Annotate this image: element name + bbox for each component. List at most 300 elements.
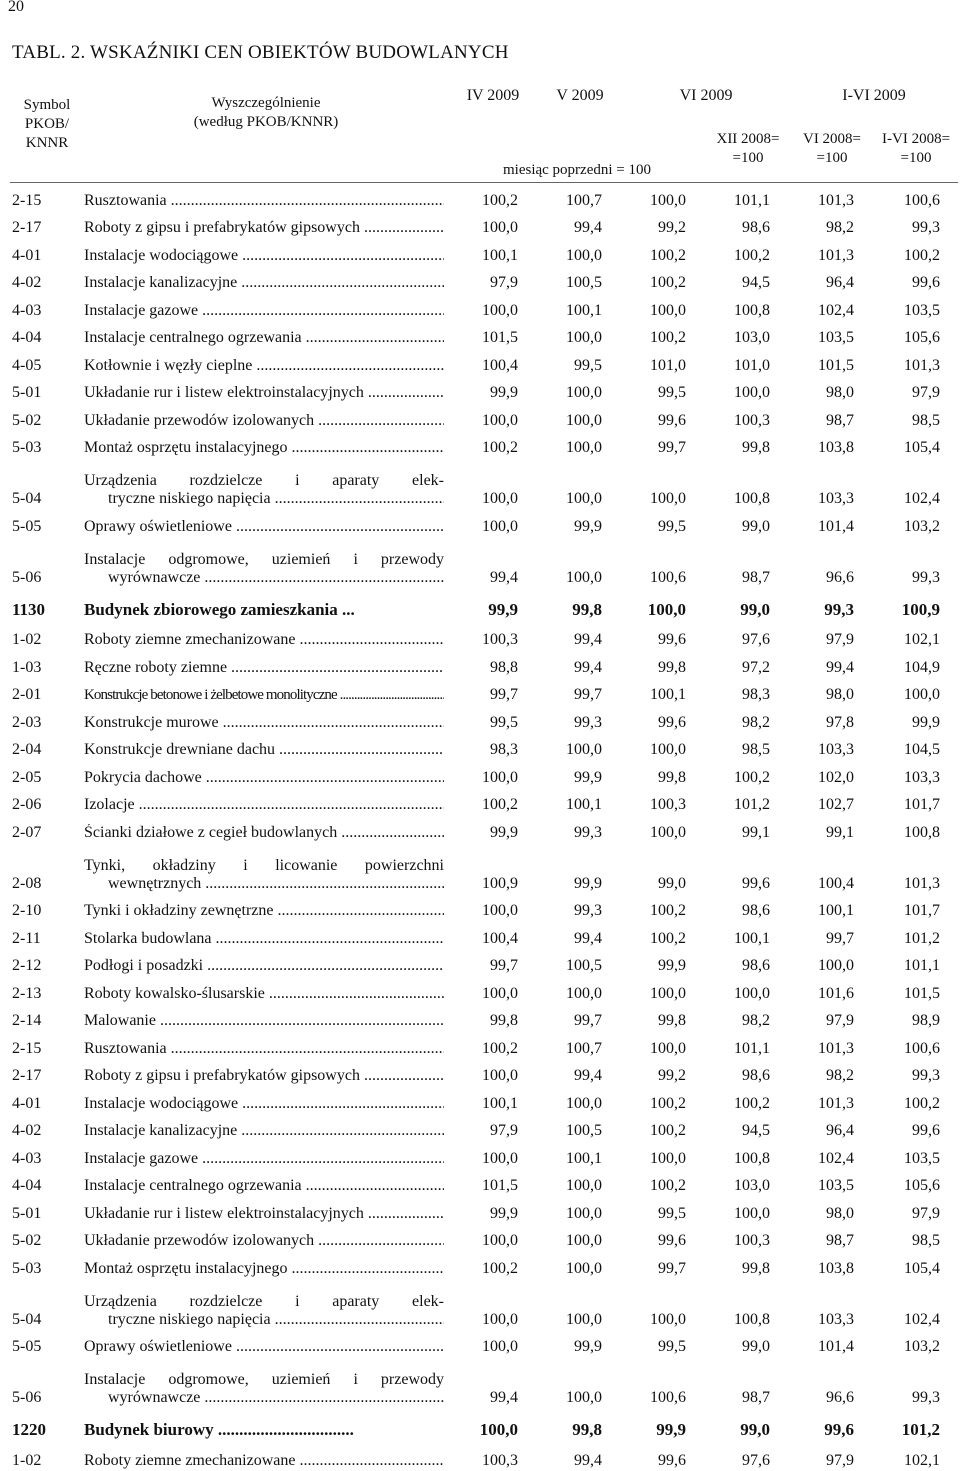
price-index-table (10, 82, 958, 1470)
table-row (10, 732, 958, 760)
header-v-2009: V 2009 (556, 87, 604, 104)
row-symbol: 2-17 (12, 219, 42, 236)
row-value-3: 100,6 (650, 568, 686, 586)
row-value-3: 100,2 (650, 902, 686, 919)
row-description-line1: Instalacje odgromowe, uziemień i przewody (84, 550, 444, 568)
row-value-2: 100,0 (566, 439, 602, 456)
row-value-3: 101,0 (650, 356, 686, 374)
row-value-6: 103,2 (904, 1338, 941, 1355)
row-value-3: 100,3 (650, 796, 686, 813)
row-description-text: Konstrukcje murowe ..... (84, 714, 444, 732)
row-value-6: 100,2 (904, 1094, 941, 1112)
row-description-text: Budynek zbiorowego zamieszkania ... (84, 599, 355, 619)
header-i-vi-2008: I-VI 2008= =100 (882, 131, 951, 166)
row-value-2: 99,9 (574, 517, 602, 535)
row-symbol: 5-06 (12, 1389, 42, 1406)
row-value-2: 100,0 (566, 1204, 602, 1222)
row-value-5: 100,0 (818, 957, 855, 974)
row-value-3: 99,9 (656, 1420, 686, 1439)
row-value-2: 100,0 (566, 246, 602, 264)
row-value-5: 98,2 (826, 219, 855, 236)
row-description-line1: Urządzenia rozdzielcze i aparaty elek- (84, 1292, 444, 1310)
row-value-4: 98,6 (742, 1067, 771, 1084)
row-description-text: Kotłownie i węzły cieplne ..... (84, 357, 444, 375)
row-value-1: 100,3 (482, 1451, 518, 1469)
row-value-4: 100,8 (734, 490, 771, 507)
row-description-text: Roboty ziemne zmechanizowane ..... (84, 631, 444, 649)
row-value-4: 100,0 (734, 384, 771, 401)
row-value-4: 98,6 (742, 957, 771, 974)
row-description-text: Układanie przewodów izolowanych ..... (84, 1232, 444, 1250)
row-value-2: 99,4 (574, 658, 602, 676)
row-value-1: 100,0 (482, 1338, 518, 1355)
row-value-5: 98,0 (826, 384, 855, 401)
row-description (84, 536, 448, 587)
table-row (10, 1058, 958, 1086)
row-value-5: 103,5 (818, 1177, 855, 1194)
row-value-2: 99,9 (574, 768, 602, 786)
row-description (84, 1223, 448, 1251)
table-row (10, 814, 958, 842)
row-value-5: 98,7 (826, 411, 855, 429)
row-value-4: 94,5 (742, 1122, 771, 1139)
row-value-4: 99,1 (742, 823, 771, 841)
row-value-3: 99,2 (658, 219, 686, 236)
row-value-6: 100,6 (904, 191, 941, 209)
row-description (84, 1113, 448, 1141)
row-value-6: 98,5 (912, 411, 941, 429)
row-description (84, 1058, 448, 1086)
row-value-6: 101,7 (904, 902, 941, 919)
table-row (10, 842, 958, 893)
row-description (84, 587, 448, 622)
row-value-1: 99,9 (490, 1204, 518, 1222)
row-value-3: 99,8 (658, 1012, 686, 1029)
row-description (84, 732, 448, 760)
table-row (10, 893, 958, 921)
row-value-6: 102,1 (904, 1451, 941, 1469)
row-value-3: 99,7 (658, 1259, 686, 1277)
row-description (84, 787, 448, 815)
row-value-4: 99,6 (742, 874, 771, 892)
row-description (84, 1442, 448, 1470)
row-description-text: Instalacje wodociągowe ..... (84, 1095, 444, 1113)
row-symbol: 2-10 (12, 902, 42, 919)
row-value-4: 100,0 (734, 984, 771, 1002)
row-description (84, 508, 448, 536)
row-description (84, 1003, 448, 1031)
row-value-3: 100,0 (650, 301, 686, 319)
row-value-3: 99,0 (658, 874, 686, 892)
row-value-3: 99,6 (658, 1451, 686, 1469)
row-value-2: 99,4 (574, 929, 602, 947)
row-description-text: Roboty kowalsko-ślusarskie ..... (84, 985, 444, 1003)
row-value-1: 99,8 (490, 1012, 518, 1029)
row-description-text: Roboty z gipsu i prefabrykatów gipsowych ..... (84, 1067, 444, 1085)
row-symbol: 2-13 (12, 984, 42, 1002)
row-description (84, 210, 448, 238)
row-value-6: 103,5 (904, 1149, 941, 1167)
row-symbol: 5-06 (12, 568, 42, 586)
row-description-text: Układanie przewodów izolowanych ..... (84, 412, 444, 430)
row-description-line1: Instalacje odgromowe, uziemień i przewody (84, 1371, 444, 1388)
row-value-1: 100,9 (482, 874, 518, 892)
row-value-2: 99,3 (574, 823, 602, 841)
table-row (10, 948, 958, 976)
row-value-5: 100,1 (818, 902, 855, 919)
row-value-2: 100,0 (566, 984, 602, 1002)
row-description (84, 1407, 448, 1442)
row-value-4: 98,7 (742, 568, 771, 586)
row-value-1: 99,9 (490, 384, 518, 401)
row-value-6: 99,3 (912, 568, 941, 586)
header-vi-2008: VI 2008= =100 (802, 131, 862, 166)
row-description-line1: Urządzenia rozdzielcze i aparaty elek- (84, 472, 444, 489)
row-value-5: 98,2 (826, 1067, 855, 1084)
table-row (10, 536, 958, 587)
row-description (84, 649, 448, 677)
table-row (10, 1250, 958, 1278)
row-description-text: Ścianki działowe z cegieł budowlanych ..... (84, 824, 444, 842)
row-value-6: 100,9 (901, 599, 941, 619)
table-row (10, 677, 958, 705)
row-value-5: 101,3 (818, 1094, 855, 1112)
table-row (10, 1442, 958, 1470)
row-value-6: 99,3 (912, 219, 941, 236)
row-symbol: 2-06 (12, 796, 42, 813)
row-value-5: 98,0 (826, 1204, 855, 1222)
row-value-3: 100,2 (650, 1094, 686, 1112)
row-symbol: 1-03 (12, 658, 42, 676)
row-value-1: 101,5 (482, 1177, 518, 1194)
row-value-6: 102,4 (904, 1310, 941, 1328)
row-description-text: Instalacje gazowe ..... (84, 302, 444, 320)
row-description (84, 292, 448, 320)
row-value-2: 99,4 (574, 1451, 602, 1469)
row-value-5: 99,7 (826, 929, 855, 947)
row-symbol: 4-02 (12, 1122, 42, 1139)
row-value-1: 100,0 (482, 490, 518, 507)
row-description (84, 402, 448, 430)
row-value-6: 105,6 (904, 1177, 941, 1194)
table-row (10, 265, 958, 293)
row-description-text: Montaż osprzętu instalacyjnego ..... (84, 1260, 444, 1278)
row-description-text: Układanie rur i listew elektroinstalacyjnych ..... (84, 1205, 444, 1223)
row-value-4: 99,8 (742, 1259, 771, 1277)
row-value-5: 101,3 (818, 191, 855, 209)
row-value-2: 100,0 (566, 741, 602, 758)
row-description-text: Oprawy oświetleniowe ..... (84, 1338, 444, 1356)
row-value-3: 100,0 (650, 490, 686, 507)
row-value-4: 100,2 (734, 1094, 771, 1112)
row-description (84, 893, 448, 921)
row-value-3: 99,2 (658, 1067, 686, 1084)
row-value-2: 100,0 (566, 329, 602, 346)
row-value-4: 98,6 (742, 219, 771, 236)
row-value-5: 100,4 (818, 874, 855, 892)
row-value-2: 100,0 (566, 1232, 602, 1249)
row-value-1: 99,7 (490, 957, 518, 974)
row-value-3: 100,1 (650, 686, 686, 703)
row-value-5: 101,3 (818, 246, 855, 264)
row-value-4: 100,1 (734, 929, 771, 947)
row-value-1: 100,2 (482, 1259, 518, 1277)
row-description (84, 182, 448, 210)
header-xii-2008: XII 2008= =100 (716, 131, 780, 166)
row-symbol: 4-03 (12, 1149, 42, 1167)
table-row (10, 622, 958, 650)
row-value-4: 101,2 (734, 796, 771, 813)
row-value-6: 98,9 (912, 1012, 941, 1029)
table-row (10, 1278, 958, 1329)
row-symbol: 1220 (12, 1420, 46, 1439)
row-description (84, 1329, 448, 1357)
table-row (10, 457, 958, 508)
row-value-5: 99,3 (824, 599, 855, 619)
row-value-1: 99,9 (488, 599, 518, 619)
row-description-line2: tryczne niskiego napięcia ..... (84, 1311, 444, 1329)
row-description-text: Podłogi i posadzki ..... (84, 957, 444, 975)
row-value-1: 100,2 (482, 191, 518, 209)
row-value-1: 100,1 (482, 1094, 518, 1112)
row-description-text: Izolacje ..... (84, 796, 444, 814)
row-description (84, 430, 448, 458)
row-value-4: 100,3 (734, 411, 771, 429)
row-symbol: 2-05 (12, 768, 42, 786)
row-symbol: 5-02 (12, 1232, 42, 1249)
section-row (10, 1407, 958, 1442)
table-body (10, 182, 958, 1470)
row-description (84, 948, 448, 976)
table-row (10, 430, 958, 458)
row-value-1: 97,9 (490, 274, 518, 291)
row-value-6: 101,2 (904, 929, 941, 947)
row-value-2: 100,0 (566, 490, 602, 507)
row-value-6: 105,4 (904, 1259, 941, 1277)
row-value-5: 99,6 (824, 1420, 855, 1439)
row-value-6: 101,3 (904, 356, 941, 374)
row-description (84, 1195, 448, 1223)
row-symbol: 4-03 (12, 301, 42, 319)
row-value-5: 97,8 (826, 713, 855, 731)
header-vi-2009: VI 2009 (679, 87, 733, 104)
row-value-2: 100,0 (566, 1259, 602, 1277)
page-number: 20 (8, 0, 24, 15)
row-symbol: 1-02 (12, 1451, 42, 1469)
row-symbol: 4-02 (12, 274, 42, 291)
row-symbol: 1130 (12, 599, 46, 619)
row-value-4: 97,6 (742, 631, 771, 648)
row-value-1: 100,0 (482, 411, 518, 429)
row-value-6: 99,9 (912, 713, 941, 731)
row-description (84, 1356, 448, 1407)
row-value-6: 102,1 (904, 631, 941, 648)
row-value-5: 101,3 (818, 1039, 855, 1057)
row-value-2: 100,0 (566, 1389, 602, 1406)
row-value-1: 100,2 (482, 439, 518, 456)
row-value-4: 98,6 (742, 902, 771, 919)
table-row (10, 920, 958, 948)
row-value-6: 99,3 (912, 1067, 941, 1084)
row-value-1: 99,5 (490, 713, 518, 731)
row-value-3: 99,8 (658, 768, 686, 786)
row-value-4: 97,2 (742, 658, 771, 676)
row-value-2: 99,9 (574, 1338, 602, 1355)
row-value-4: 100,0 (734, 1204, 771, 1222)
row-description (84, 1168, 448, 1196)
row-value-6: 101,1 (904, 957, 941, 974)
table-row (10, 1168, 958, 1196)
row-value-6: 101,7 (904, 796, 941, 813)
row-value-2: 99,9 (574, 874, 602, 892)
row-description-text: Instalacje centralnego ogrzewania ..... (84, 329, 444, 347)
row-value-4: 100,8 (734, 1310, 771, 1328)
row-symbol: 2-08 (12, 874, 42, 892)
row-value-3: 100,0 (650, 984, 686, 1002)
row-value-6: 104,5 (904, 741, 941, 758)
row-symbol: 4-05 (12, 356, 42, 374)
row-value-2: 100,1 (566, 1149, 602, 1167)
table-row (10, 237, 958, 265)
row-description-text: Montaż osprzętu instalacyjnego ..... (84, 439, 444, 457)
row-description (84, 265, 448, 293)
section-row (10, 587, 958, 622)
row-description-text: Malowanie ..... (84, 1012, 444, 1030)
row-value-4: 103,0 (734, 1177, 771, 1194)
table-row (10, 1003, 958, 1031)
row-value-4: 98,5 (742, 741, 771, 758)
row-description-text: Instalacje wodociągowe ..... (84, 247, 444, 265)
table-row (10, 704, 958, 732)
row-value-3: 99,8 (658, 658, 686, 676)
row-value-3: 100,0 (650, 823, 686, 841)
row-value-3: 99,6 (658, 1232, 686, 1249)
row-value-1: 99,4 (490, 1389, 518, 1406)
row-description (84, 842, 448, 893)
row-description (84, 1030, 448, 1058)
row-description (84, 759, 448, 787)
table-row (10, 787, 958, 815)
row-value-5: 96,4 (826, 274, 855, 291)
row-description (84, 375, 448, 403)
row-value-1: 100,4 (482, 929, 518, 947)
row-value-5: 102,4 (818, 301, 855, 319)
table-row (10, 1195, 958, 1223)
row-symbol: 2-04 (12, 741, 42, 758)
row-symbol: 5-03 (12, 1259, 42, 1277)
row-description-line1: Tynki, okładziny i licowanie powierzchni (84, 856, 444, 874)
row-value-4: 99,0 (742, 1338, 771, 1355)
row-value-6: 100,2 (904, 246, 941, 264)
row-symbol: 5-02 (12, 411, 42, 429)
header-i-vi-2009: I-VI 2009 (842, 87, 906, 104)
row-value-6: 99,6 (912, 274, 941, 291)
row-value-5: 101,4 (818, 517, 855, 535)
row-description-text: Rusztowania ..... (84, 1040, 444, 1058)
row-value-1: 100,2 (482, 796, 518, 813)
row-value-4: 100,2 (734, 768, 771, 786)
table-row (10, 649, 958, 677)
row-value-1: 100,2 (482, 1039, 518, 1057)
row-value-1: 98,3 (490, 741, 518, 758)
row-value-6: 100,6 (904, 1039, 941, 1057)
header-description: Wyszczególnienie (według PKOB/KNNR) (193, 95, 339, 130)
table-row (10, 210, 958, 238)
row-value-5: 101,4 (818, 1338, 855, 1355)
row-value-5: 103,3 (818, 741, 855, 758)
row-value-6: 98,5 (912, 1232, 941, 1249)
row-description-text: Stolarka budowlana ..... (84, 930, 444, 948)
row-description-text: Układanie rur i listew elektroinstalacyjnych ..... (84, 384, 444, 402)
row-description-line2: tryczne niskiego napięcia ..... (84, 490, 444, 508)
row-value-6: 105,4 (904, 439, 941, 456)
row-value-1: 100,0 (482, 301, 518, 319)
row-value-3: 100,0 (650, 1310, 686, 1328)
row-value-2: 100,7 (566, 1039, 602, 1057)
row-value-5: 98,0 (826, 686, 855, 703)
table-row (10, 320, 958, 348)
row-value-2: 99,3 (574, 713, 602, 731)
row-value-5: 102,0 (818, 768, 855, 786)
row-value-3: 100,0 (650, 191, 686, 209)
row-value-3: 100,2 (650, 929, 686, 947)
row-value-3: 100,2 (650, 1122, 686, 1139)
table-row (10, 1223, 958, 1251)
row-value-6: 97,9 (912, 384, 941, 401)
row-value-4: 99,0 (742, 517, 771, 535)
row-value-1: 100,0 (482, 902, 518, 919)
row-symbol: 5-03 (12, 439, 42, 456)
row-description (84, 347, 448, 375)
row-value-2: 100,5 (566, 957, 602, 974)
row-description (84, 704, 448, 732)
table-row (10, 508, 958, 536)
row-description-text: Rusztowania ..... (84, 192, 444, 210)
row-value-3: 100,2 (650, 274, 686, 291)
row-value-1: 100,1 (482, 246, 518, 264)
row-value-2: 100,1 (566, 301, 602, 319)
row-value-5: 103,8 (818, 1259, 855, 1277)
table-row (10, 182, 958, 210)
row-value-1: 100,0 (482, 768, 518, 786)
row-value-6: 103,5 (904, 301, 941, 319)
row-value-3: 99,6 (658, 411, 686, 429)
row-value-5: 98,7 (826, 1232, 855, 1249)
table-row (10, 1030, 958, 1058)
row-value-1: 100,0 (479, 1420, 518, 1439)
row-value-5: 99,4 (826, 658, 855, 676)
row-value-5: 97,9 (826, 631, 855, 648)
row-symbol: 4-01 (12, 1094, 42, 1112)
row-value-1: 100,0 (482, 219, 518, 236)
row-description (84, 1140, 448, 1168)
row-value-5: 103,8 (818, 439, 855, 456)
row-value-2: 99,4 (574, 219, 602, 236)
row-description (84, 975, 448, 1003)
row-value-2: 99,4 (574, 1067, 602, 1084)
row-value-3: 99,5 (658, 1338, 686, 1355)
row-symbol: 4-04 (12, 1177, 42, 1194)
row-value-4: 94,5 (742, 274, 771, 291)
row-value-1: 100,0 (482, 1310, 518, 1328)
row-description-text: Instalacje centralnego ogrzewania ..... (84, 1177, 444, 1195)
row-value-6: 101,2 (901, 1420, 941, 1439)
row-value-5: 97,9 (826, 1451, 855, 1469)
row-symbol: 2-01 (12, 686, 42, 703)
row-value-3: 100,0 (647, 599, 686, 619)
row-symbol: 2-17 (12, 1067, 42, 1084)
row-value-6: 97,9 (912, 1204, 941, 1222)
